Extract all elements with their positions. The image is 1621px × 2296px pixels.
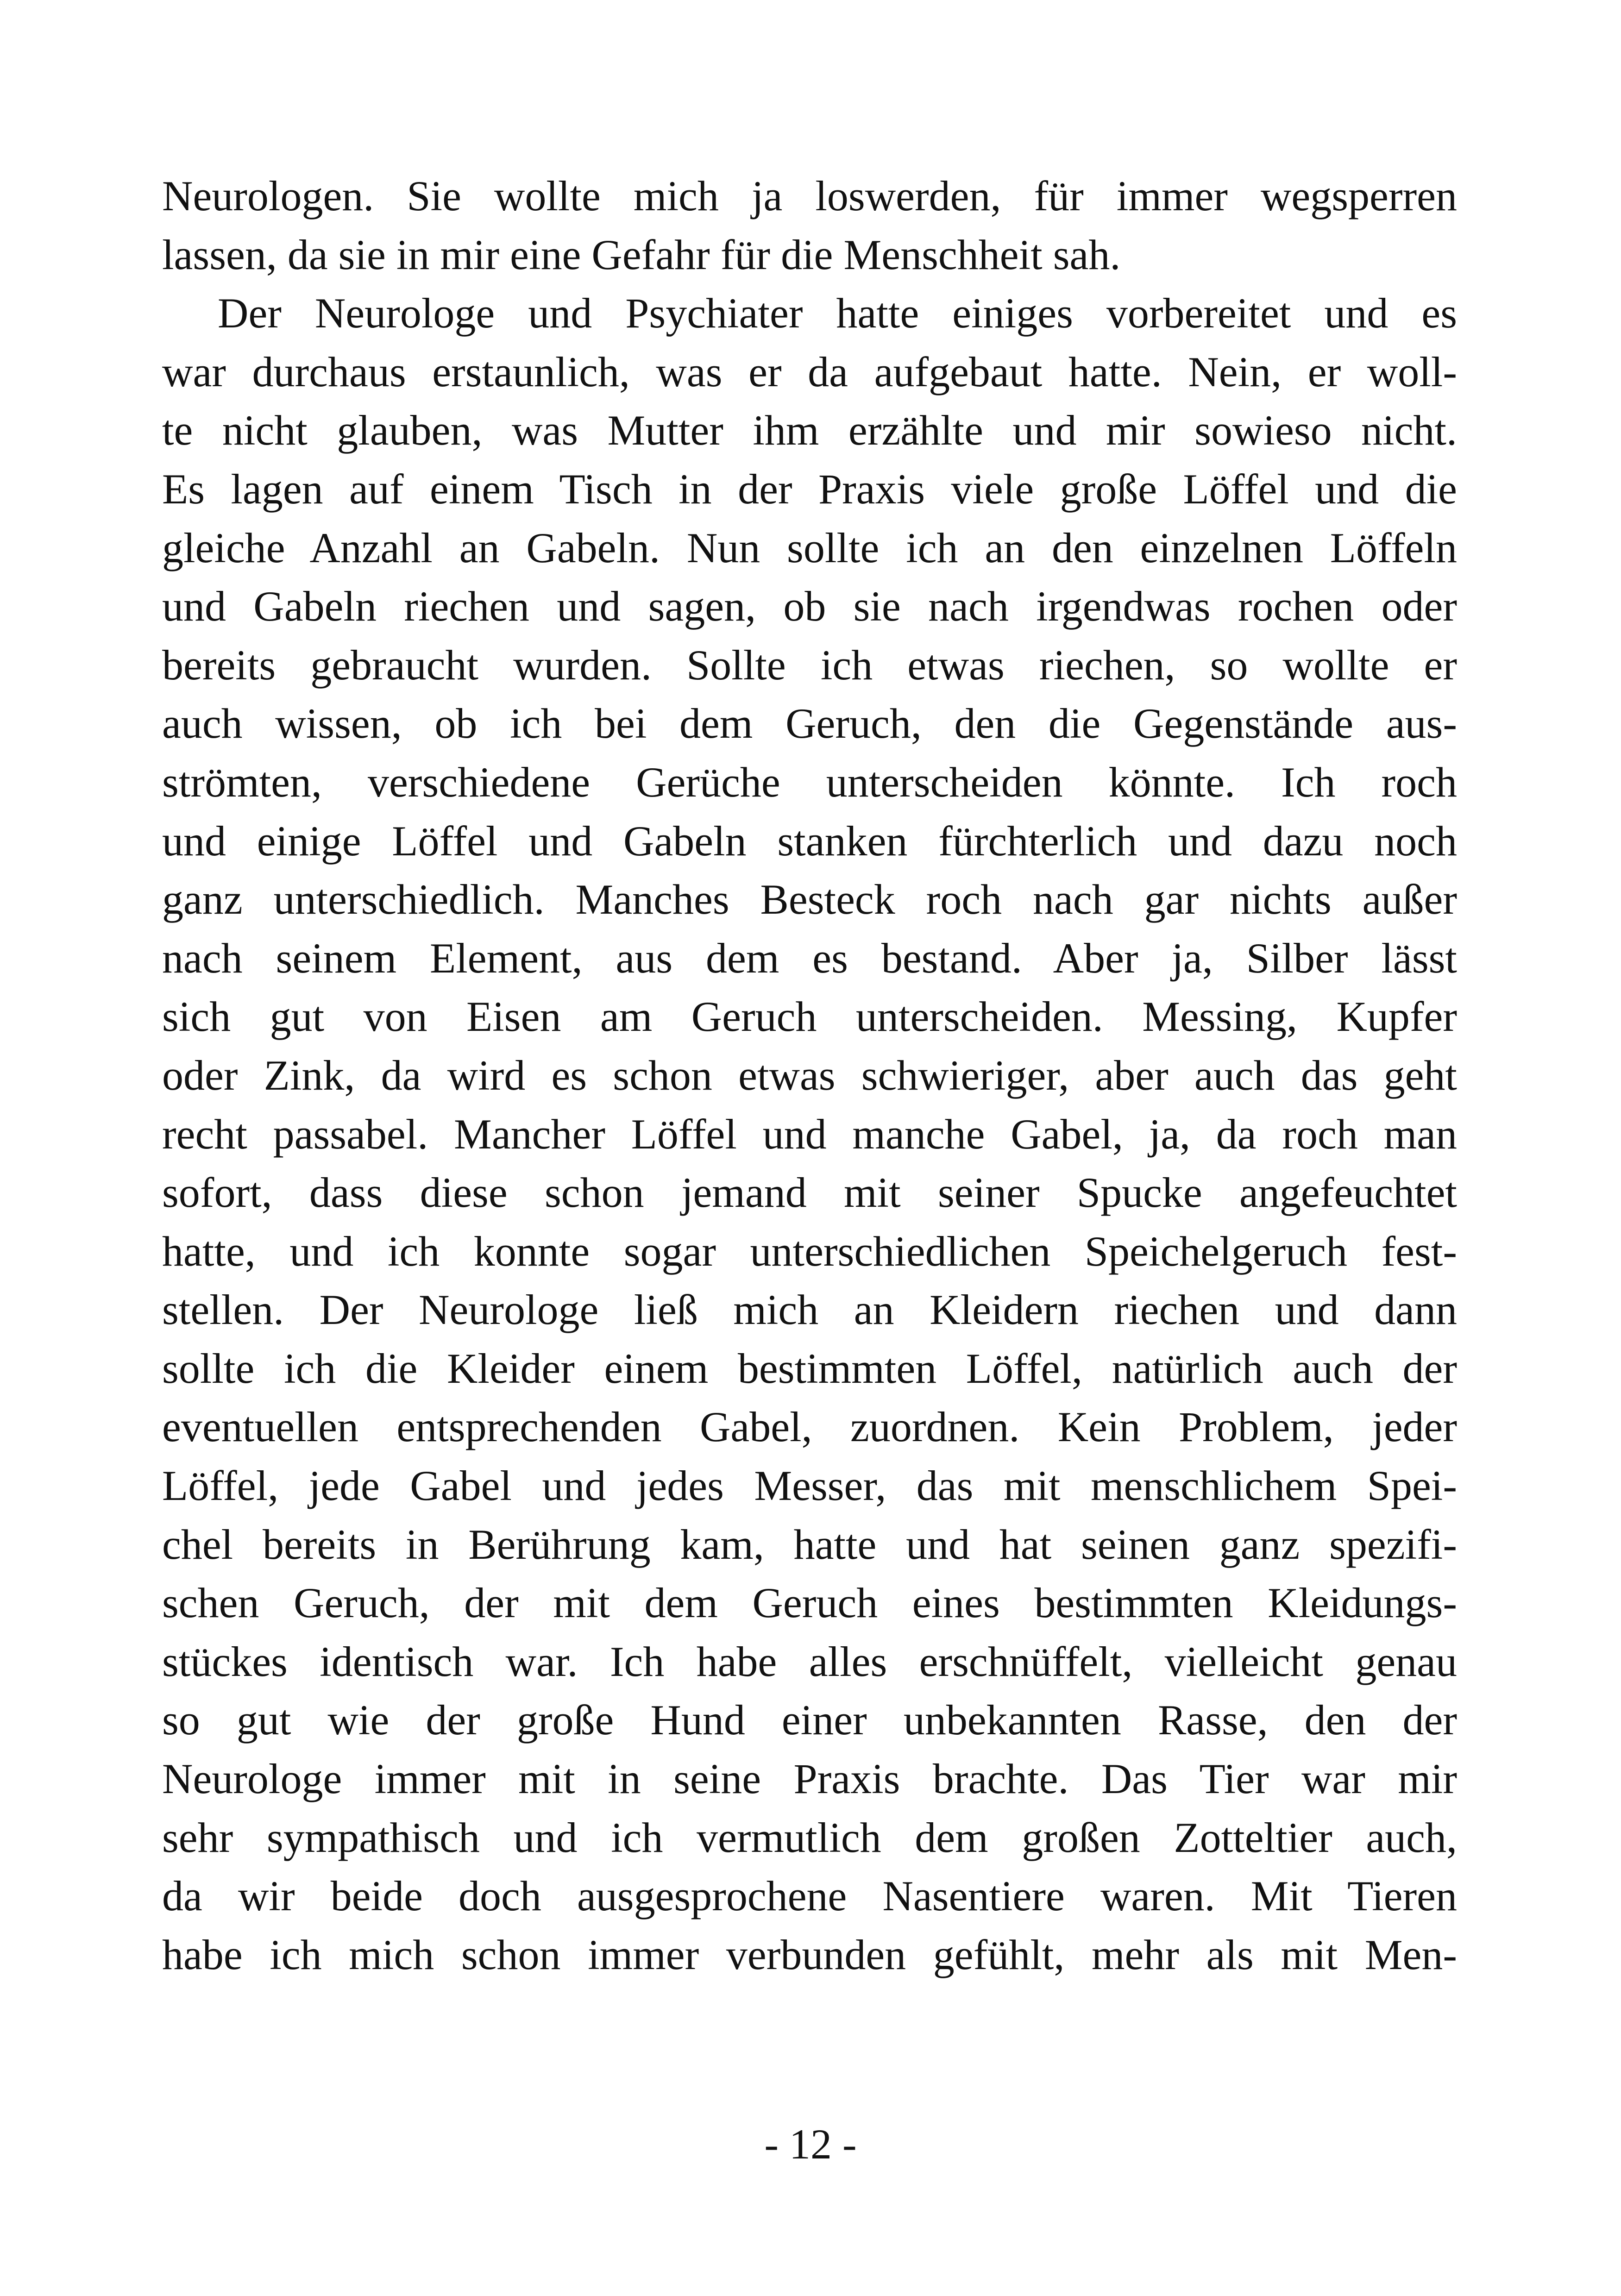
text-line: Neurologen. Sie wollte mich ja loswerden, für immer wegsperren	[162, 172, 1457, 220]
text-line: sehr sympathisch und ich vermutlich dem großen Zotteltier auch,	[162, 1813, 1457, 1861]
text-line: oder Zink, da wird es schon etwas schwieriger, aber auch das geht	[162, 1051, 1457, 1099]
text-line: sofort, dass diese schon jemand mit seiner Spucke angefeuchtet	[162, 1169, 1457, 1217]
text-line: auch wissen, ob ich bei dem Geruch, den die Gegenstände aus-	[162, 700, 1457, 747]
text-line: Neurologe immer mit in seine Praxis brachte. Das Tier war mir	[162, 1755, 1457, 1803]
text-line: nach seinem Element, aus dem es bestand. Aber ja, Silber lässt	[162, 934, 1457, 982]
text-line: sollte ich die Kleider einem bestimmten Löffel, natürlich auch der	[162, 1344, 1457, 1392]
text-line: ganz unterschiedlich. Manches Besteck roch nach gar nichts außer	[162, 876, 1457, 923]
text-line: gleiche Anzahl an Gabeln. Nun sollte ich an den einzelnen Löffeln	[162, 524, 1457, 571]
text-line: und einige Löffel und Gabeln stanken fürchterlich und dazu noch	[162, 817, 1457, 865]
text-line: chel bereits in Berührung kam, hatte und hat seinen ganz spezifi-	[162, 1520, 1457, 1568]
text-line: sich gut von Eisen am Geruch unterscheiden. Messing, Kupfer	[162, 993, 1457, 1041]
page-number: - 12 -	[764, 2120, 857, 2168]
text-line: habe ich mich schon immer verbunden gefühlt, mehr als mit Men-	[162, 1931, 1457, 1978]
text-line: da wir beide doch ausgesprochene Nasentiere waren. Mit Tieren	[162, 1872, 1457, 1920]
text-line: Löffel, jede Gabel und jedes Messer, das mit menschlichem Spei-	[162, 1462, 1457, 1510]
text-line: schen Geruch, der mit dem Geruch eines bestimmten Kleidungs-	[162, 1579, 1457, 1627]
text-line: stückes identisch war. Ich habe alles erschnüffelt, vielleicht genau	[162, 1637, 1457, 1685]
text-line: bereits gebraucht wurden. Sollte ich etwas riechen, so wollte er	[162, 641, 1457, 689]
text-line: eventuellen entsprechenden Gabel, zuordnen. Kein Problem, jeder	[162, 1403, 1457, 1451]
text-line: strömten, verschiedene Gerüche unterscheiden könnte. Ich roch	[162, 758, 1457, 806]
text-line: lassen, da sie in mir eine Gefahr für die Menschheit sah.	[162, 231, 1121, 278]
text-line: te nicht glauben, was Mutter ihm erzählte und mir sowieso nicht.	[162, 407, 1457, 454]
text-line: und Gabeln riechen und sagen, ob sie nach irgendwas rochen oder	[162, 583, 1457, 630]
text-line: Es lagen auf einem Tisch in der Praxis viele große Löffel und die	[162, 465, 1457, 513]
text-line: hatte, und ich konnte sogar unterschiedlichen Speichelgeruch fest-	[162, 1227, 1457, 1275]
text-line: recht passabel. Mancher Löffel und manche Gabel, ja, da roch man	[162, 1110, 1457, 1158]
text-line: stellen. Der Neurologe ließ mich an Kleidern riechen und dann	[162, 1286, 1457, 1334]
body-text	[162, 167, 1457, 1984]
text-line: war durchaus erstaunlich, was er da aufgebaut hatte. Nein, er woll-	[162, 348, 1457, 395]
text-line: so gut wie der große Hund einer unbekannten Rasse, den der	[162, 1696, 1457, 1744]
text-line: Der Neurologe und Psychiater hatte einiges vorbereitet und es	[218, 289, 1457, 337]
